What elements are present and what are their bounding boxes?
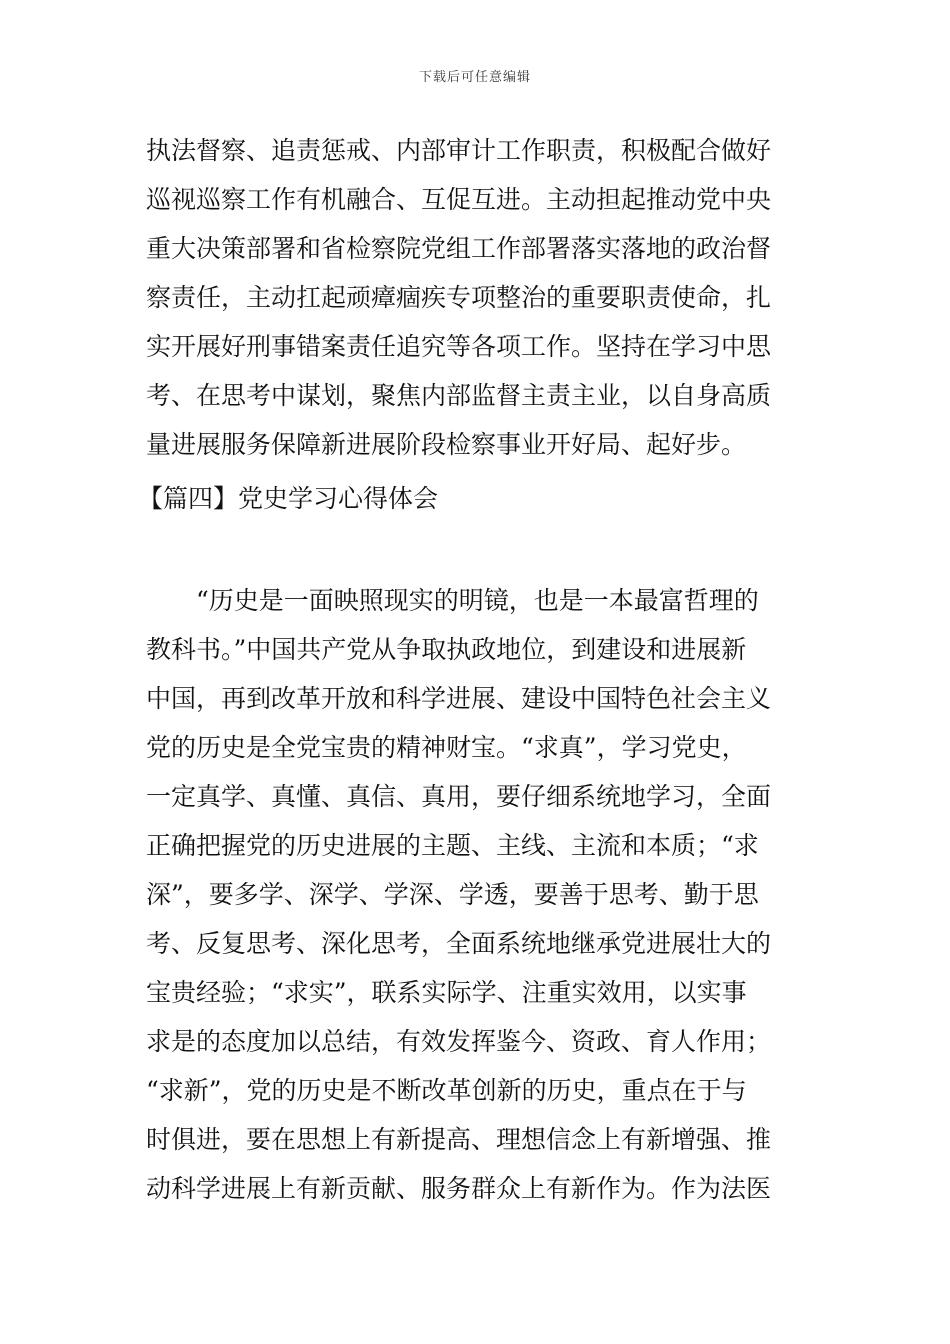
text-line: 考、反复思考、深化思考，全面系统地继承党进展壮大的 [146, 929, 772, 958]
page-header: 下载后可任意编辑 [418, 70, 531, 85]
text-line: 实开展好刑事错案责任追究等各项工作。坚持在学习中思 [146, 332, 772, 361]
text-line: 时俱进，要在思想上有新提高、理想信念上有新增强、推 [146, 1125, 772, 1154]
text-line: 一定真学、真懂、真信、真用，要仔细系统地学习，全面 [146, 782, 772, 811]
text-line: 宝贵经验；“求实”，联系实际学、注重实效用，以实事 [146, 978, 747, 1007]
text-line: 执法督察、追责惩戒、内部审计工作职责，积极配合做好 [146, 136, 772, 165]
text-line: 中国，再到改革开放和科学进展、建设中国特色社会主义 [146, 684, 772, 713]
paragraph-continued [146, 126, 806, 469]
text-line: 深”，要多学、深学、学深、学透，要善于思考、勤于思 [146, 880, 759, 909]
section-heading: 【篇四】党史学习心得体会 [138, 484, 439, 513]
text-line: “求新”，党的历史是不断改革创新的历史，重点在于与 [146, 1076, 747, 1105]
text-line: 教科书。”中国共产党从争取执政地位，到建设和进展新 [146, 635, 747, 664]
text-line: 考、在思考中谋划，聚焦内部监督主责主业，以自身高质 [146, 381, 772, 410]
text-line: 动科学进展上有新贡献、服务群众上有新作为。作为法医 [146, 1174, 772, 1203]
text-line: 巡视巡察工作有机融合、互促互进。主动担起推动党中央 [146, 185, 772, 214]
paragraph-party-history [146, 576, 806, 1213]
text-line: 量进展服务保障新进展阶段检察事业开好局、起好步。 [146, 430, 747, 459]
text-line: 正确把握党的历史进展的主题、主线、主流和本质；“求 [146, 831, 759, 860]
text-line: 重大决策部署和省检察院党组工作部署落实落地的政治督 [146, 234, 772, 263]
text-line: 求是的态度加以总结，有效发挥鉴今、资政、育人作用； [146, 1027, 772, 1056]
text-line: “历史是一面映照现实的明镜，也是一本最富哲理的 [146, 586, 759, 615]
text-line: 党的历史是全党宝贵的精神财宝。“求真”，学习党史， [146, 733, 747, 762]
text-line: 察责任，主动扛起顽瘴痼疾专项整治的重要职责使命，扎 [146, 283, 772, 312]
